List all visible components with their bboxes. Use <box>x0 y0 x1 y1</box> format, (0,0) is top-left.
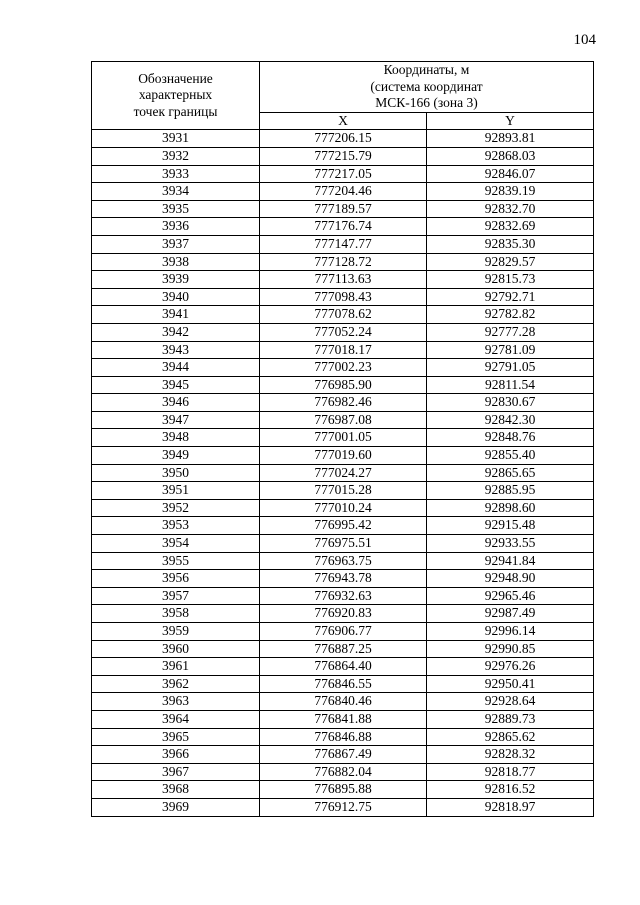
x-coordinate-cell: 777002.23 <box>260 359 427 377</box>
point-id-cell: 3956 <box>92 570 260 588</box>
x-coordinate-cell: 777001.05 <box>260 429 427 447</box>
table-body <box>92 130 594 816</box>
point-id-cell: 3953 <box>92 517 260 535</box>
table-row <box>92 218 594 236</box>
y-coordinate-cell: 92915.48 <box>427 517 594 535</box>
table-row <box>92 411 594 429</box>
x-coordinate-cell: 777217.05 <box>260 165 427 183</box>
x-coordinate-cell: 777018.17 <box>260 341 427 359</box>
table-row <box>92 394 594 412</box>
point-id-cell: 3964 <box>92 710 260 728</box>
point-id-cell: 3947 <box>92 411 260 429</box>
point-id-cell: 3968 <box>92 781 260 799</box>
table-row <box>92 341 594 359</box>
coordinates-line-3: МСК-166 (зона 3) <box>375 95 478 111</box>
y-coordinate-cell: 92832.69 <box>427 218 594 236</box>
y-coordinate-cell: 92885.95 <box>427 482 594 500</box>
y-column-header: Y <box>427 112 594 130</box>
x-coordinate-cell: 776864.40 <box>260 658 427 676</box>
point-id-cell: 3950 <box>92 464 260 482</box>
table-row <box>92 271 594 289</box>
point-id-cell: 3941 <box>92 306 260 324</box>
table-row <box>92 200 594 218</box>
x-coordinate-cell: 777078.62 <box>260 306 427 324</box>
table-row <box>92 640 594 658</box>
y-coordinate-cell: 92987.49 <box>427 605 594 623</box>
table-row <box>92 623 594 641</box>
y-coordinate-cell: 92950.41 <box>427 675 594 693</box>
table-row <box>92 587 594 605</box>
table-row <box>92 359 594 377</box>
y-coordinate-cell: 92976.26 <box>427 658 594 676</box>
table-row <box>92 693 594 711</box>
table-row <box>92 746 594 764</box>
y-coordinate-cell: 92865.65 <box>427 464 594 482</box>
coordinates-table <box>91 61 594 817</box>
point-id-cell: 3955 <box>92 552 260 570</box>
point-id-cell: 3958 <box>92 605 260 623</box>
point-label-line-2: характерных <box>138 87 213 103</box>
table-row <box>92 288 594 306</box>
page-number: 104 <box>573 32 596 48</box>
point-id-cell: 3945 <box>92 376 260 394</box>
x-coordinate-cell: 777015.28 <box>260 482 427 500</box>
y-coordinate-cell: 92781.09 <box>427 341 594 359</box>
y-coordinate-cell: 92839.19 <box>427 183 594 201</box>
x-coordinate-cell: 777128.72 <box>260 253 427 271</box>
table-row <box>92 429 594 447</box>
x-coordinate-cell: 776895.88 <box>260 781 427 799</box>
y-coordinate-cell: 92965.46 <box>427 587 594 605</box>
y-coordinate-cell: 92848.76 <box>427 429 594 447</box>
x-coordinate-cell: 776840.46 <box>260 693 427 711</box>
table-row <box>92 482 594 500</box>
y-coordinate-cell: 92865.62 <box>427 728 594 746</box>
table-row <box>92 781 594 799</box>
table-row <box>92 763 594 781</box>
table-row <box>92 605 594 623</box>
y-coordinate-cell: 92846.07 <box>427 165 594 183</box>
y-coordinate-cell: 92830.67 <box>427 394 594 412</box>
x-coordinate-cell: 776987.08 <box>260 411 427 429</box>
table-row <box>92 552 594 570</box>
x-coordinate-cell: 777052.24 <box>260 323 427 341</box>
table-row <box>92 165 594 183</box>
point-id-cell: 3954 <box>92 535 260 553</box>
point-id-cell: 3967 <box>92 763 260 781</box>
point-id-cell: 3961 <box>92 658 260 676</box>
y-coordinate-cell: 92828.32 <box>427 746 594 764</box>
point-id-cell: 3944 <box>92 359 260 377</box>
x-coordinate-cell: 776963.75 <box>260 552 427 570</box>
point-id-cell: 3962 <box>92 675 260 693</box>
y-coordinate-cell: 92816.52 <box>427 781 594 799</box>
y-coordinate-cell: 92777.28 <box>427 323 594 341</box>
point-id-cell: 3931 <box>92 130 260 148</box>
y-coordinate-cell: 92996.14 <box>427 623 594 641</box>
point-id-cell: 3934 <box>92 183 260 201</box>
x-coordinate-cell: 777010.24 <box>260 499 427 517</box>
y-coordinate-cell: 92941.84 <box>427 552 594 570</box>
y-coordinate-cell: 92855.40 <box>427 447 594 465</box>
x-column-header: X <box>260 112 427 130</box>
x-coordinate-cell: 777024.27 <box>260 464 427 482</box>
point-id-cell: 3936 <box>92 218 260 236</box>
y-coordinate-cell: 92818.97 <box>427 798 594 816</box>
x-coordinate-cell: 776920.83 <box>260 605 427 623</box>
y-coordinate-cell: 92928.64 <box>427 693 594 711</box>
coordinates-header <box>260 62 594 113</box>
x-coordinate-cell: 777176.74 <box>260 218 427 236</box>
table-row <box>92 728 594 746</box>
y-coordinate-cell: 92898.60 <box>427 499 594 517</box>
point-id-cell: 3969 <box>92 798 260 816</box>
point-id-cell: 3952 <box>92 499 260 517</box>
x-coordinate-cell: 776887.25 <box>260 640 427 658</box>
table-header <box>92 62 594 130</box>
x-coordinate-cell: 776912.75 <box>260 798 427 816</box>
x-coordinate-cell: 777204.46 <box>260 183 427 201</box>
y-coordinate-cell: 92792.71 <box>427 288 594 306</box>
x-coordinate-cell: 776975.51 <box>260 535 427 553</box>
point-id-cell: 3932 <box>92 147 260 165</box>
y-coordinate-cell: 92933.55 <box>427 535 594 553</box>
table-row <box>92 235 594 253</box>
y-coordinate-cell: 92948.90 <box>427 570 594 588</box>
y-coordinate-cell: 92990.85 <box>427 640 594 658</box>
table-row <box>92 447 594 465</box>
point-id-cell: 3940 <box>92 288 260 306</box>
x-coordinate-cell: 776846.55 <box>260 675 427 693</box>
table-row <box>92 464 594 482</box>
table-row <box>92 658 594 676</box>
y-coordinate-cell: 92791.05 <box>427 359 594 377</box>
table-row <box>92 710 594 728</box>
point-id-cell: 3935 <box>92 200 260 218</box>
y-coordinate-cell: 92811.54 <box>427 376 594 394</box>
x-coordinate-cell: 776932.63 <box>260 587 427 605</box>
y-coordinate-cell: 92889.73 <box>427 710 594 728</box>
point-id-cell: 3946 <box>92 394 260 412</box>
y-coordinate-cell: 92832.70 <box>427 200 594 218</box>
x-coordinate-cell: 777215.79 <box>260 147 427 165</box>
point-id-cell: 3959 <box>92 623 260 641</box>
point-id-cell: 3939 <box>92 271 260 289</box>
table-row <box>92 183 594 201</box>
point-id-cell: 3933 <box>92 165 260 183</box>
x-coordinate-cell: 776867.49 <box>260 746 427 764</box>
point-label-line-1: Обозначение <box>138 70 213 86</box>
point-id-cell: 3949 <box>92 447 260 465</box>
table-row <box>92 253 594 271</box>
y-coordinate-cell: 92842.30 <box>427 411 594 429</box>
x-coordinate-cell: 777189.57 <box>260 200 427 218</box>
table-row <box>92 499 594 517</box>
table-row <box>92 675 594 693</box>
y-coordinate-cell: 92782.82 <box>427 306 594 324</box>
x-coordinate-cell: 776882.04 <box>260 763 427 781</box>
point-id-cell: 3960 <box>92 640 260 658</box>
point-id-cell: 3937 <box>92 235 260 253</box>
point-id-cell: 3951 <box>92 482 260 500</box>
point-id-cell: 3965 <box>92 728 260 746</box>
x-coordinate-cell: 776943.78 <box>260 570 427 588</box>
point-label-line-3: точек границы <box>133 103 218 119</box>
y-coordinate-cell: 92868.03 <box>427 147 594 165</box>
point-id-cell: 3957 <box>92 587 260 605</box>
x-coordinate-cell: 776846.88 <box>260 728 427 746</box>
table-row <box>92 517 594 535</box>
table-row <box>92 130 594 148</box>
x-coordinate-cell: 776841.88 <box>260 710 427 728</box>
x-coordinate-cell: 777113.63 <box>260 271 427 289</box>
point-id-cell: 3963 <box>92 693 260 711</box>
point-id-cell: 3943 <box>92 341 260 359</box>
x-coordinate-cell: 776995.42 <box>260 517 427 535</box>
table-row <box>92 535 594 553</box>
x-coordinate-cell: 776985.90 <box>260 376 427 394</box>
x-coordinate-cell: 777019.60 <box>260 447 427 465</box>
y-coordinate-cell: 92829.57 <box>427 253 594 271</box>
point-id-cell: 3948 <box>92 429 260 447</box>
x-coordinate-cell: 776982.46 <box>260 394 427 412</box>
coordinates-line-1: Координаты, м <box>383 62 470 77</box>
point-id-cell: 3966 <box>92 746 260 764</box>
table-row <box>92 570 594 588</box>
table-row <box>92 376 594 394</box>
point-id-cell: 3942 <box>92 323 260 341</box>
x-coordinate-cell: 777206.15 <box>260 130 427 148</box>
y-coordinate-cell: 92835.30 <box>427 235 594 253</box>
y-coordinate-cell: 92818.77 <box>427 763 594 781</box>
table-row <box>92 306 594 324</box>
coordinates-line-2: (система координат <box>370 78 483 94</box>
x-coordinate-cell: 776906.77 <box>260 623 427 641</box>
table-row <box>92 323 594 341</box>
point-label-header <box>92 62 260 130</box>
y-coordinate-cell: 92815.73 <box>427 271 594 289</box>
point-id-cell: 3938 <box>92 253 260 271</box>
x-coordinate-cell: 777147.77 <box>260 235 427 253</box>
table-row <box>92 798 594 816</box>
table-row <box>92 147 594 165</box>
x-coordinate-cell: 777098.43 <box>260 288 427 306</box>
y-coordinate-cell: 92893.81 <box>427 130 594 148</box>
